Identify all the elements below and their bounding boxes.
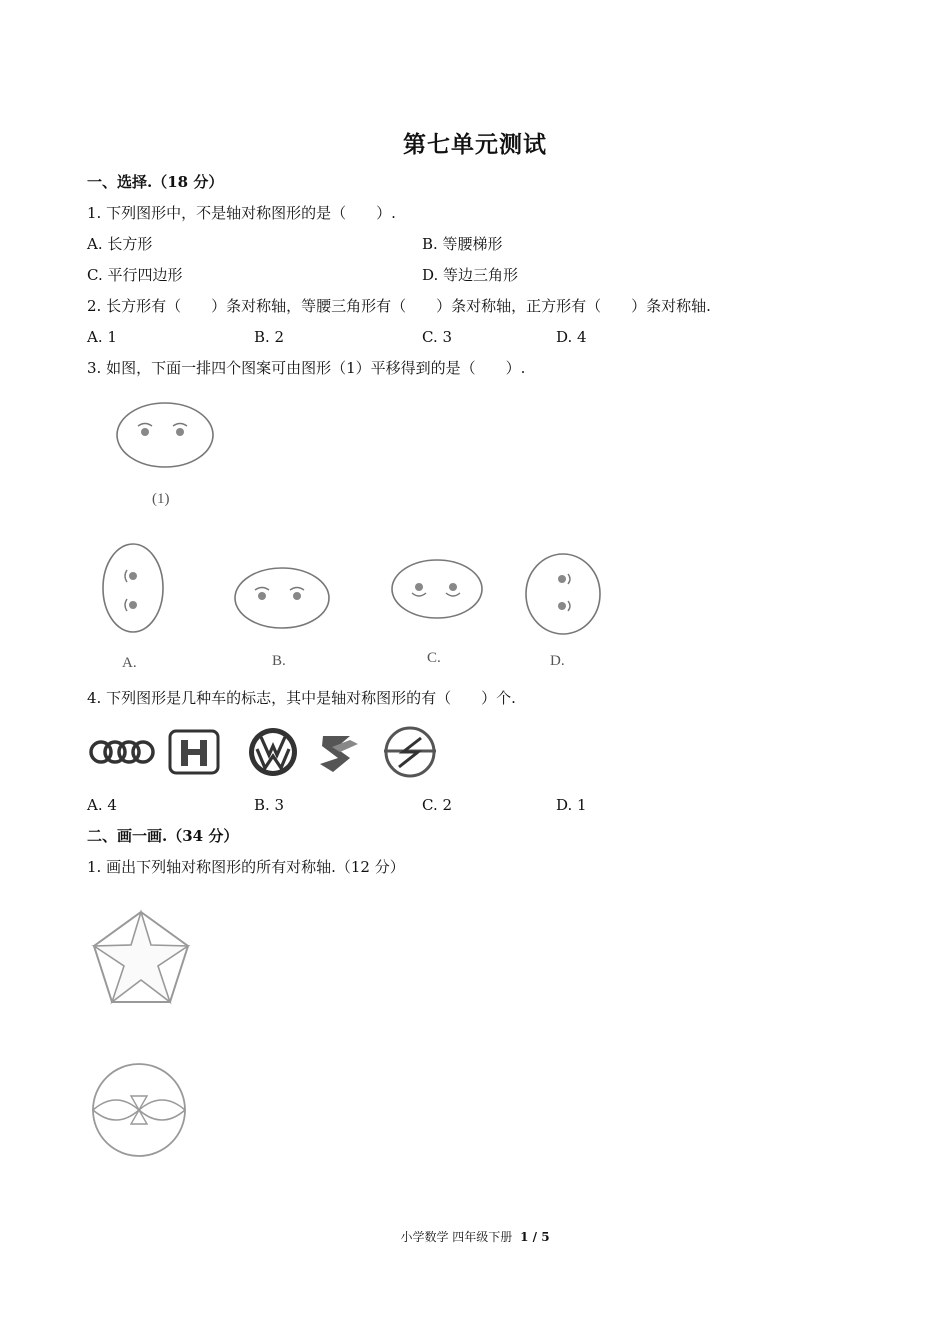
circle-petal-figure bbox=[88, 1060, 192, 1164]
figure-option-b bbox=[230, 565, 340, 673]
page-title: 第七单元测试 bbox=[403, 131, 547, 158]
q3-text: 3. 如图，下面一排四个图案可由图形（1）平移得到的是（ ）. bbox=[87, 359, 526, 377]
section1-heading: 一、选择.（18 分） bbox=[87, 173, 224, 191]
q2-option-a: A. 1 bbox=[87, 328, 117, 346]
q4-text: 4. 下列图形是几种车的标志，其中是轴对称图形的有（ ）个. bbox=[87, 689, 516, 707]
figure-option-d-label: D. bbox=[550, 653, 565, 669]
figure-1-label: (1) bbox=[152, 491, 170, 507]
footer-page-number: 1 / 5 bbox=[520, 1230, 550, 1244]
figure-option-b-label: B. bbox=[272, 653, 286, 669]
figure-option-a-label: A. bbox=[122, 655, 137, 671]
opel-logo-icon bbox=[384, 728, 436, 776]
figure-option-d bbox=[520, 548, 610, 672]
q2-option-c: C. 3 bbox=[422, 328, 453, 346]
q2-option-b: B. 2 bbox=[254, 328, 285, 346]
s2-q1-text: 1. 画出下列轴对称图形的所有对称轴.（12 分） bbox=[87, 858, 405, 876]
q4-option-a: A. 4 bbox=[87, 796, 117, 814]
audi-logo-icon bbox=[91, 742, 153, 762]
q1-option-a: A. 长方形 bbox=[87, 235, 153, 253]
q4-option-b: B. 3 bbox=[254, 796, 285, 814]
q2-text: 2. 长方形有（ ）条对称轴，等腰三角形有（ ）条对称轴，正方形有（ ）条对称轴. bbox=[87, 297, 711, 315]
figure-option-c bbox=[385, 555, 495, 667]
pentagon-star-figure bbox=[85, 905, 197, 1017]
q1-text: 1. 下列图形中，不是轴对称图形的是（ ）. bbox=[87, 204, 396, 222]
q1-option-c: C. 平行四边形 bbox=[87, 266, 183, 284]
footer-subject: 小学数学 四年级下册 bbox=[400, 1230, 513, 1244]
car-logos-row bbox=[88, 722, 448, 784]
q1-option-b: B. 等腰梯形 bbox=[422, 235, 503, 253]
page-footer bbox=[0, 1228, 950, 1245]
figure-option-a bbox=[98, 540, 178, 672]
q2-option-d: D. 4 bbox=[556, 328, 587, 346]
figure-option-c-label: C. bbox=[427, 650, 441, 666]
q4-option-c: C. 2 bbox=[422, 796, 453, 814]
honda-logo-icon bbox=[170, 731, 218, 773]
volkswagen-logo-icon bbox=[249, 728, 297, 776]
section2-heading: 二、画一画.（34 分） bbox=[87, 827, 239, 845]
q4-option-d: D. 1 bbox=[556, 796, 587, 814]
suzuki-logo-icon bbox=[320, 736, 358, 772]
figure-1-face bbox=[110, 395, 260, 520]
q1-option-d: D. 等边三角形 bbox=[422, 266, 519, 284]
